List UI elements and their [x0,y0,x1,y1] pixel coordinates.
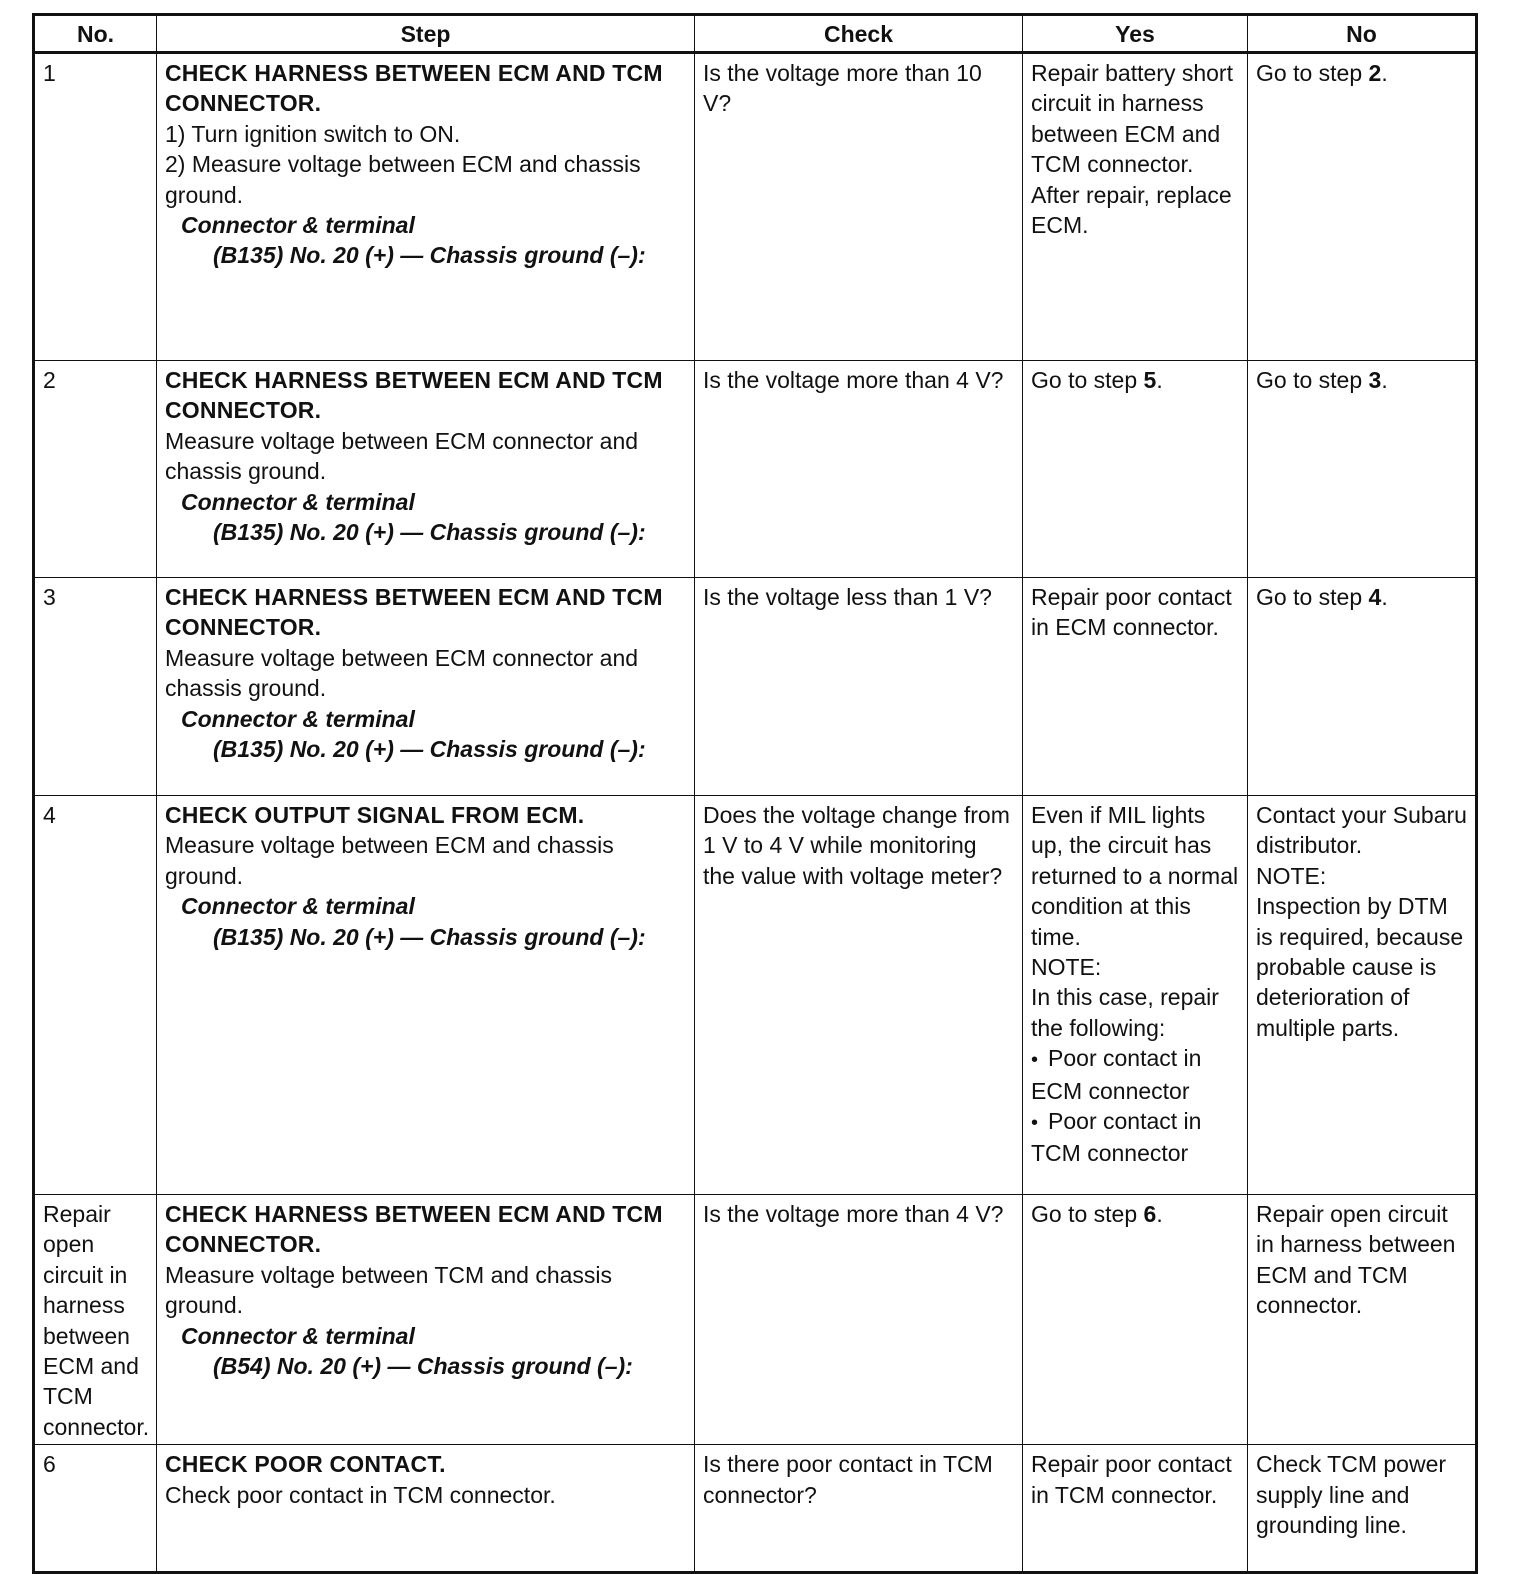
step-cell [157,1195,695,1445]
step-desc: 2) Measure voltage between ECM and chassis ground. [165,151,641,208]
no-cell: Repair open circuit in harness between ECM and TCM connector. [1248,1195,1477,1445]
row-number: 6 [34,1445,157,1573]
table-row [34,53,1477,361]
no-cell [1248,578,1477,796]
connector-value: (B54) No. 20 (+) — Chassis ground (–): [213,1353,633,1380]
step-title: CHECK HARNESS BETWEEN ECM AND TCM CONNECTOR. [165,1201,663,1258]
row-number: Repair open circuit in harness between ECM and TCM connector. [34,1195,157,1445]
yes-bullet [1031,1106,1239,1169]
step-title: CHECK HARNESS BETWEEN ECM AND TCM CONNECTOR. [165,367,663,424]
yes-cell [1023,796,1248,1195]
step-cell [157,578,695,796]
header-no-result: No [1248,15,1477,53]
step-cell [157,1445,695,1573]
step-ref: 5 [1143,367,1157,393]
header-no: No. [34,15,157,53]
no-cell [1248,796,1477,1195]
yes-line: Even if MIL lights up, the circuit has returned to a normal condition at this time. [1031,802,1239,950]
step-cell [157,361,695,578]
check-cell: Is the voltage more than 10 V? [695,53,1023,361]
step-desc: Measure voltage between TCM and chassis ground. [165,1261,613,1319]
table-header [34,15,1477,53]
no-line: Inspection by DTM is required, because probable cause is deterioration of multiple parts. [1256,893,1464,1041]
diagnostic-table [32,13,1478,1574]
bullet-text: Poor contact in TCM connector [1031,1108,1202,1167]
table-row [34,796,1477,1195]
yes-bullet [1031,1043,1239,1106]
connector-value: (B135) No. 20 (+) — Chassis ground (–): [213,242,646,269]
no-prefix: Go to step [1256,60,1369,86]
step-title: CHECK HARNESS BETWEEN ECM AND TCM CONNECTOR. [165,60,663,117]
yes-suffix: . [1156,367,1163,393]
row-number: 3 [34,578,157,796]
no-prefix: Go to step [1256,367,1369,393]
yes-cell [1023,1195,1248,1445]
no-cell [1248,361,1477,578]
connector-value: (B135) No. 20 (+) — Chassis ground (–): [213,923,646,950]
header-step: Step [157,15,695,53]
yes-line: In this case, repair the following: [1031,984,1219,1041]
no-suffix: . [1381,584,1388,610]
no-suffix: . [1381,60,1388,86]
row-number: 4 [34,796,157,1195]
step-ref: 2 [1368,60,1382,86]
step-ref: 3 [1368,367,1382,393]
bullet-text: Poor contact in ECM connector [1031,1045,1202,1104]
step-desc: Measure voltage between ECM connector and chassis ground. [165,644,639,702]
step-title: CHECK POOR CONTACT. [165,1451,446,1478]
step-ref: 6 [1143,1201,1157,1227]
step-desc: Check poor contact in TCM connector. [165,1481,556,1508]
yes-suffix: . [1156,1201,1163,1227]
check-cell: Is the voltage more than 4 V? [695,1195,1023,1445]
connector-label: Connector & terminal [181,488,415,515]
table-row [34,361,1477,578]
step-title: CHECK OUTPUT SIGNAL FROM ECM. [165,802,585,828]
check-cell: Is the voltage more than 4 V? [695,361,1023,578]
no-line: NOTE: [1256,862,1327,889]
step-desc: Measure voltage between ECM and chassis ground. [165,832,614,889]
connector-value: (B135) No. 20 (+) — Chassis ground (–): [213,519,646,546]
yes-cell: Repair poor contact in ECM connector. [1023,578,1248,796]
no-cell [1248,53,1477,361]
step-cell [157,796,695,1195]
table-row [34,1195,1477,1445]
header-check: Check [695,15,1023,53]
check-cell: Is there poor contact in TCM connector? [695,1445,1023,1573]
table-row [34,578,1477,796]
check-cell: Does the voltage change from 1 V to 4 V while monitoring the value with voltage meter? [695,796,1023,1195]
yes-prefix: Go to step [1031,1201,1144,1227]
header-yes: Yes [1023,15,1248,53]
yes-cell: Repair poor contact in TCM connector. [1023,1445,1248,1573]
yes-cell [1023,361,1248,578]
connector-label: Connector & terminal [181,1322,415,1349]
table-row [34,1445,1477,1573]
connector-value: (B135) No. 20 (+) — Chassis ground (–): [213,736,646,763]
no-prefix: Go to step [1256,584,1369,610]
no-suffix: . [1381,367,1388,393]
step-ref: 4 [1368,584,1382,610]
step-desc: 1) Turn ignition switch to ON. [165,120,461,147]
connector-label: Connector & terminal [181,893,415,920]
row-number: 2 [34,361,157,578]
row-number: 1 [34,53,157,361]
yes-cell: Repair battery short circuit in harness between ECM and TCM connector. After repair, replace ECM. [1023,53,1248,361]
yes-prefix: Go to step [1031,367,1144,393]
connector-label: Connector & terminal [181,212,415,239]
no-cell: Check TCM power supply line and grounding line. [1248,1445,1477,1573]
step-title: CHECK HARNESS BETWEEN ECM AND TCM CONNECTOR. [165,584,663,641]
step-cell [157,53,695,361]
check-cell: Is the voltage less than 1 V? [695,578,1023,796]
connector-label: Connector & terminal [181,705,415,732]
no-line: Contact your Subaru distributor. [1256,802,1467,859]
step-desc: Measure voltage between ECM connector and chassis ground. [165,427,639,485]
yes-line: NOTE: [1031,954,1102,981]
